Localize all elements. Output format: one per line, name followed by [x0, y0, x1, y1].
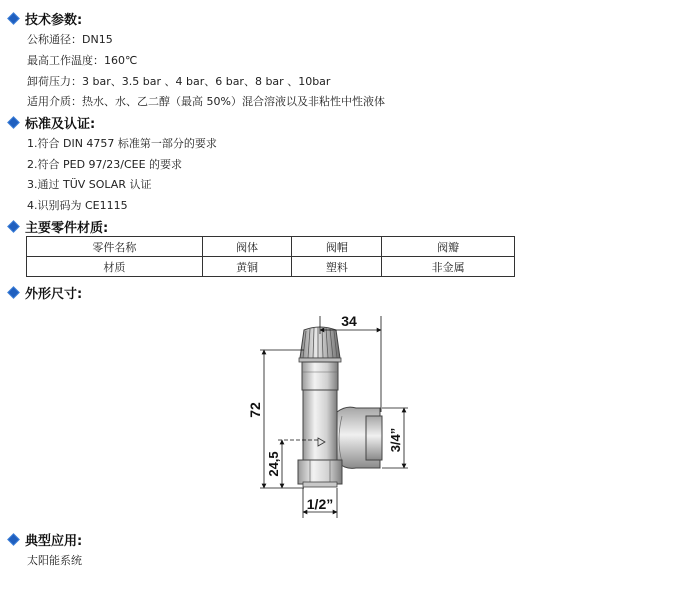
diamond-bullet-icon — [7, 220, 20, 233]
tech-params-heading — [6, 9, 82, 27]
nominal-diameter-line: 公称通径：DN15 — [27, 33, 113, 46]
application-line: 太阳能系统 — [27, 554, 82, 567]
standard-item: 4.识别码为 CE1115 — [27, 199, 128, 212]
dim-height-label: 72 — [247, 402, 263, 418]
materials-heading — [6, 217, 108, 235]
table-cell: 零件名称 — [27, 237, 203, 257]
dim-inlet-label: 1/2” — [306, 496, 334, 512]
table-cell: 塑料 — [292, 257, 382, 277]
dim-lower-height-label: 24,5 — [266, 451, 281, 477]
standards-title: 标准及认证: — [25, 116, 96, 132]
standard-item: 1.符合 DIN 4757 标准第一部分的要求 — [27, 137, 217, 150]
table-row — [27, 237, 515, 257]
table-cell: 阀帽 — [292, 237, 382, 257]
table-cell: 阀瓣 — [382, 237, 515, 257]
table-cell: 材质 — [27, 257, 203, 277]
relief-pressure-line: 卸荷压力：3 bar、3.5 bar 、4 bar、6 bar、8 bar 、10bar — [27, 75, 331, 88]
tech-params-title: 技术参数: — [25, 12, 83, 28]
table-row — [27, 257, 515, 277]
standard-item: 2.符合 PED 97/23/CEE 的要求 — [27, 158, 183, 171]
max-temperature-line: 最高工作温度：160℃ — [27, 54, 138, 67]
valve-illustration — [298, 327, 382, 487]
application-heading — [6, 530, 82, 548]
diamond-bullet-icon — [7, 116, 20, 129]
dimensions-heading — [6, 283, 82, 301]
medium-line: 适用介质：热水、水、乙二醇（最高 50%）混合溶液以及非粘性中性液体 — [27, 95, 385, 108]
bottom-nut — [298, 460, 342, 487]
table-cell: 黄铜 — [202, 257, 292, 277]
standards-heading — [6, 113, 95, 131]
application-title: 典型应用: — [25, 533, 83, 549]
diamond-bullet-icon — [7, 286, 20, 299]
dim-outlet-label: 3/4” — [388, 427, 403, 453]
materials-table — [26, 236, 515, 277]
side-outlet — [337, 407, 382, 468]
diamond-bullet-icon — [7, 533, 20, 546]
diamond-bullet-icon — [7, 12, 20, 25]
standard-item: 3.通过 TÜV SOLAR 认证 — [27, 178, 152, 191]
materials-title: 主要零件材质: — [25, 220, 109, 236]
dim-width-label: 34 — [341, 313, 357, 329]
dimensions-title: 外形尺寸: — [25, 286, 83, 302]
table-cell: 阀体 — [202, 237, 292, 257]
valve-dimension-drawing — [240, 312, 420, 524]
table-cell: 非金属 — [382, 257, 515, 277]
